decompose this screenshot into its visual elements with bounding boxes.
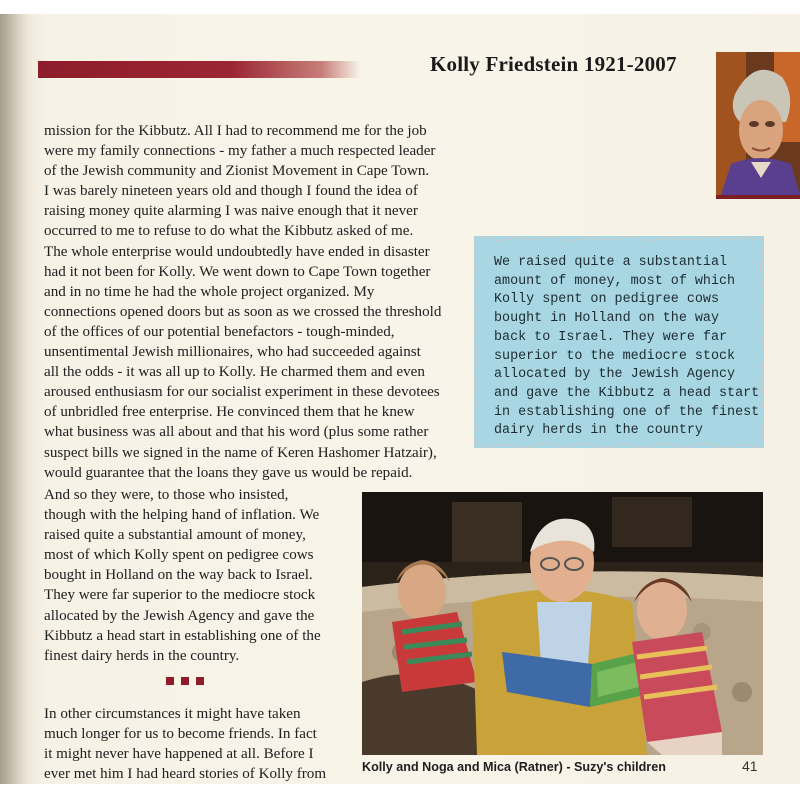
quote-line: amount of money, most of which — [494, 273, 736, 289]
body-line: it might never have happened at all. Before I — [44, 746, 314, 763]
body-line: unsentimental Jewish millionaires, who had succeeded against — [44, 344, 421, 361]
quote-line: bought in Holland on the way — [494, 311, 719, 327]
quote-line: back to Israel. They were far — [494, 329, 728, 345]
family-photo — [362, 492, 763, 755]
body-line: aroused enthusiasm for our socialist experiment in these devotees — [44, 384, 440, 401]
body-line: raising money quite alarming I was naive enough that it never — [44, 203, 418, 220]
body-line: would guarantee that the loans they gave us would be repaid. — [44, 464, 413, 481]
body-line: occurred to me to refuse to do what the Kibbutz asked of me. — [44, 223, 414, 240]
body-line: mission for the Kibbutz. All I had to recommend me for the job — [44, 123, 427, 139]
body-line: Kibbutz a head start in establishing one of the — [44, 627, 321, 644]
body-line: In other circumstances it might have taken — [44, 706, 301, 722]
body-line: suspect bills we signed in the name of Keren Hashomer Hatzair), — [44, 444, 437, 461]
page-title: Kolly Friedstein 1921-2007 — [430, 52, 677, 76]
pull-quote-box — [474, 236, 764, 448]
body-line: and in no time he had the whole project organized. My — [44, 283, 375, 300]
body-text-narrow — [44, 485, 321, 666]
body-line: finest dairy herds in the country. — [44, 647, 240, 664]
page-number: 41 — [742, 758, 758, 774]
section-divider — [166, 672, 212, 682]
body-line: though with the helping hand of inflation. We — [44, 507, 320, 524]
body-text-column — [44, 121, 441, 483]
pull-quote-text — [494, 254, 759, 441]
portrait-image — [716, 52, 800, 195]
body-line: all the odds - it was all up to Kolly. He charmed them and even — [44, 364, 425, 381]
quote-line: in establishing one of the finest — [494, 404, 760, 420]
body-line: I was barely nineteen years old and though I found the idea of — [44, 183, 418, 200]
body-line: bought in Holland on the way back to Israel. — [44, 567, 313, 584]
body-line: raised quite a substantial amount of money, — [44, 527, 306, 544]
body-line: connections opened doors but as soon as we crossed the threshold — [44, 303, 442, 320]
body-line: of the offices of our potential benefactors - tough-minded, — [44, 323, 395, 340]
quote-line: dairy herds in the country — [494, 423, 703, 439]
body-line: were my family connections - my father a much respected leader — [44, 143, 436, 160]
body-line: what business was all about and that his word (plus some rather — [44, 424, 429, 441]
binding-shadow — [0, 14, 28, 784]
photo-image — [362, 492, 763, 755]
quote-line: We raised quite a substantial — [494, 255, 728, 270]
quote-line: allocated by the Jewish Agency — [494, 367, 736, 383]
body-line: And so they were, to those who insisted, — [44, 487, 289, 503]
quote-line: superior to the mediocre stock — [494, 348, 736, 364]
body-line: much longer for us to become friends. In fact — [44, 726, 317, 743]
body-line: The whole enterprise would undoubtedly have ended in disaster — [44, 243, 430, 260]
body-line: of unbridled free enterprise. He convinced them that he knew — [44, 404, 415, 421]
quote-line: Kolly spent on pedigree cows — [494, 292, 719, 308]
quote-line: and gave the Kibbutz a head start — [494, 385, 760, 401]
body-line: most of which Kolly spent on pedigree cows — [44, 547, 314, 564]
photo-caption: Kolly and Noga and Mica (Ratner) - Suzy's children — [362, 760, 666, 774]
title-accent-bar — [38, 61, 360, 78]
body-line: allocated by the Jewish Agency and gave the — [44, 607, 315, 624]
body-line: of the Jewish community and Zionist Movement in Cape Town. — [44, 163, 430, 180]
body-text-final — [44, 704, 326, 784]
body-line: They were far superior to the mediocre stock — [44, 587, 316, 604]
body-line: had it not been for Kolly. We went down to Cape Town together — [44, 263, 431, 280]
body-line: ever met him I had heard stories of Kolly from — [44, 766, 327, 783]
portrait-painting — [716, 52, 800, 199]
